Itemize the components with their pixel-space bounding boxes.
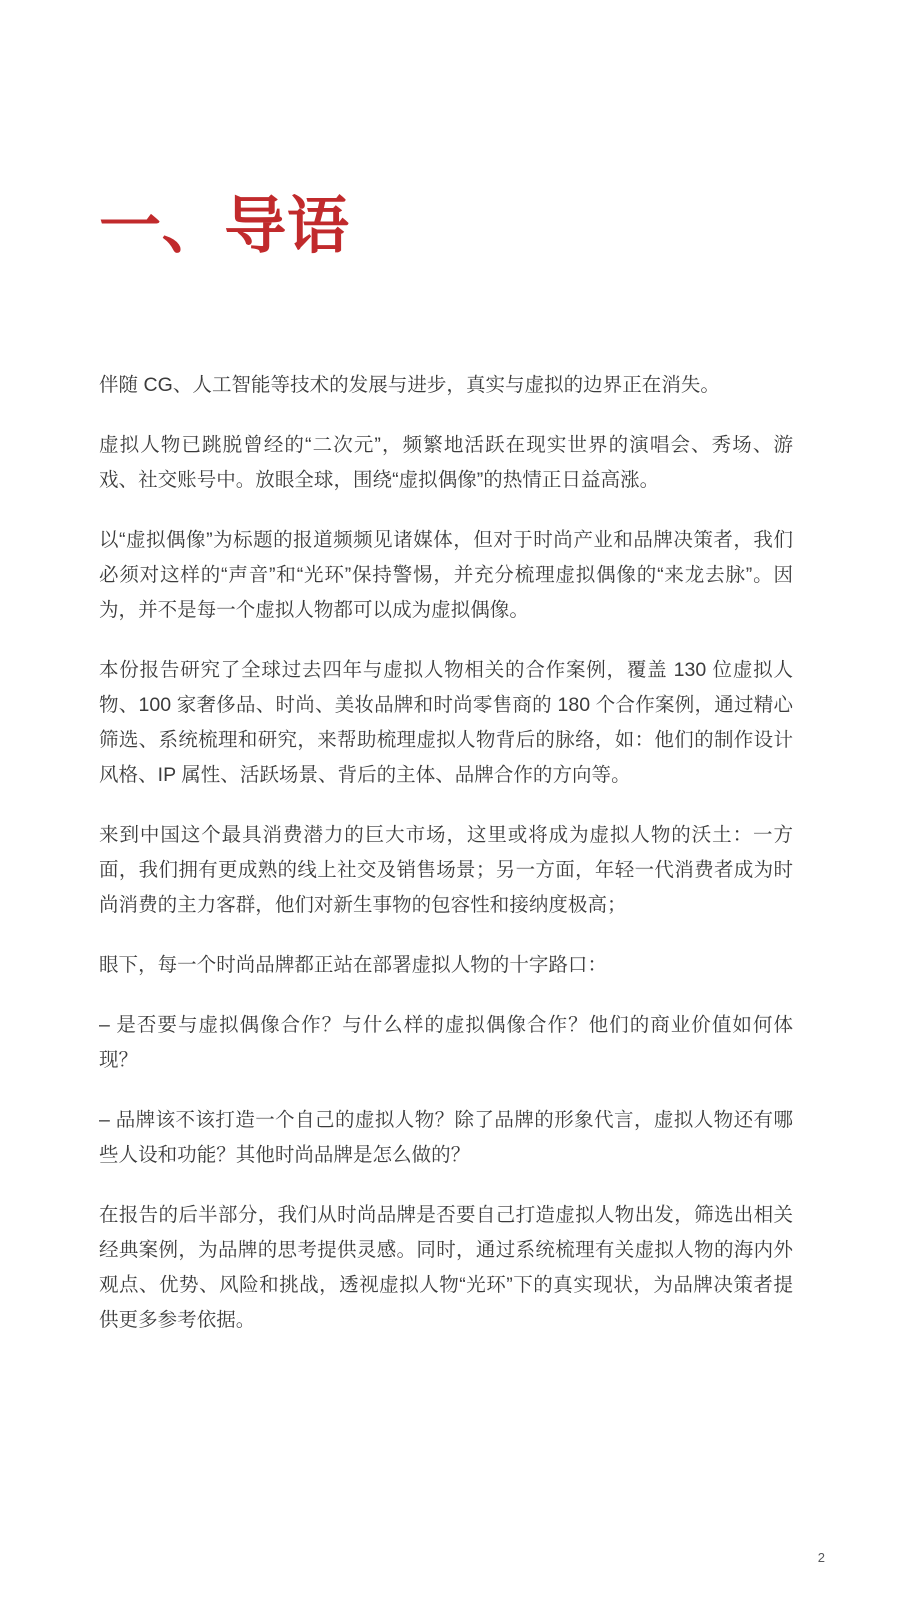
page-number: 2	[817, 1550, 825, 1565]
paragraph-media-coverage-caution: 以“虚拟偶像”为标题的报道频频见诸媒体，但对于时尚产业和品牌决策者，我们必须对这样的“声音”和“光环”保持警惕，并充分梳理虚拟偶像的“来龙去脉”。因为，并不是每一个虚拟人物都可以成为虚拟偶像。	[99, 529, 793, 621]
paragraph-question-2: – 品牌该不该打造一个自己的虚拟人物？除了品牌的形象代言，虚拟人物还有哪些人设和功能？其他时尚品牌是怎么做的？	[99, 1109, 793, 1166]
body-text-block	[99, 368, 793, 1338]
paragraph-virtual-character-breakout: 虚拟人物已跳脱曾经的“二次元”，频繁地活跃在现实世界的演唱会、秀场、游戏、社交账号中。放眼全球，围绕“虚拟偶像”的热情正日益高涨。	[99, 434, 793, 491]
paragraph-crossroads: 眼下，每一个时尚品牌都正站在部署虚拟人物的十字路口：	[99, 954, 608, 976]
paragraph-intro-cg: 伴随 CG、人工智能等技术的发展与进步，真实与虚拟的边界正在消失。	[99, 374, 720, 396]
paragraph-china-market: 来到中国这个最具消费潜力的巨大市场，这里或将成为虚拟人物的沃土：一方面，我们拥有更成熟的线上社交及销售场景；另一方面，年轻一代消费者成为时尚消费的主力客群，他们对新生事物的包容性和接纳度极高；	[99, 824, 793, 916]
paragraph-question-1: – 是否要与虚拟偶像合作？与什么样的虚拟偶像合作？他们的商业价值如何体现？	[99, 1014, 793, 1071]
paragraph-report-second-half: 在报告的后半部分，我们从时尚品牌是否要自己打造虚拟人物出发，筛选出相关经典案例，为品牌的思考提供灵感。同时，通过系统梳理有关虚拟人物的海内外观点、优势、风险和挑战，透视虚拟人物“光环”下的真实现状，为品牌决策者提供更多参考依据。	[99, 1204, 793, 1331]
paragraph-report-scope: 本份报告研究了全球过去四年与虚拟人物相关的合作案例，覆盖 130 位虚拟人物、100 家奢侈品、时尚、美妆品牌和时尚零售商的 180 个合作案例，通过精心筛选、系统梳理和研究，来帮助梳理虚拟人物背后的脉络，如：他们的制作设计风格、IP 属性、活跃场景、背后的主体、品牌合作的方向等。	[99, 659, 793, 786]
page-title: 一、导语	[99, 192, 350, 261]
